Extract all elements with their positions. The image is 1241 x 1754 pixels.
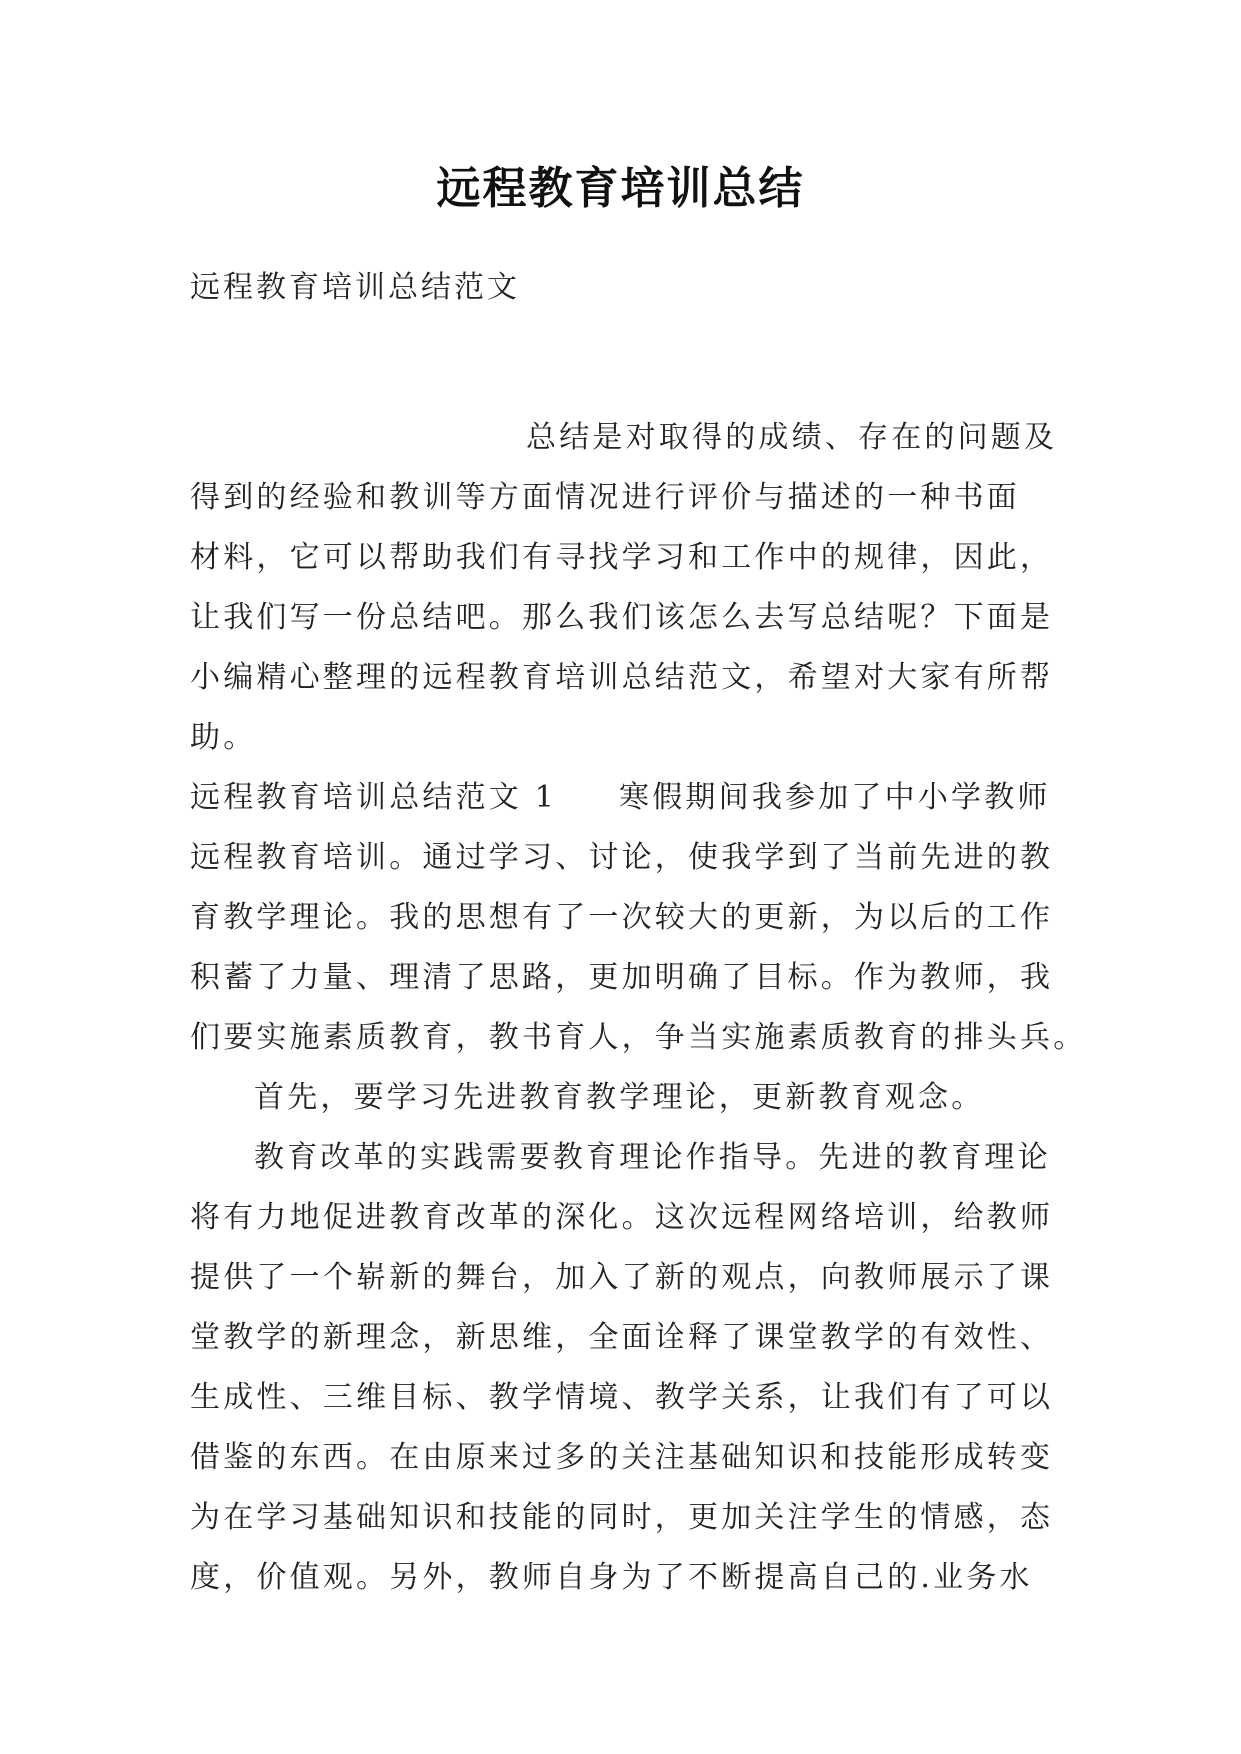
para2-line: 生成性、三维目标、教学情境、教学关系，让我们有了可以 bbox=[190, 1380, 1054, 1415]
para2-line: 借鉴的东西。在由原来过多的关注基础知识和技能形成转变 bbox=[190, 1440, 1054, 1475]
section1-heading: 远程教育培训总结范文 1 bbox=[190, 780, 558, 815]
point-first: 首先，要学习先进教育教学理论，更新教育观念。 bbox=[254, 1080, 985, 1115]
para2-line: 提供了一个崭新的舞台，加入了新的观点，向教师展示了课 bbox=[190, 1260, 1054, 1295]
intro-line: 材料，它可以帮助我们有寻找学习和工作中的规律，因此， bbox=[190, 540, 1054, 575]
section1-first-line-text: 寒假期间我参加了中小学教师 bbox=[619, 780, 1051, 815]
para2-line: 堂教学的新理念，新思维，全面诠释了课堂教学的有效性、 bbox=[190, 1320, 1054, 1355]
document-body bbox=[190, 408, 1087, 1608]
section1-line: 们要实施素质教育，教书育人，争当实施素质教育的排头兵。 bbox=[190, 1020, 1087, 1055]
section1-line: 育教学理论。我的思想有了一次较大的更新，为以后的工作 bbox=[190, 900, 1054, 935]
intro-line: 助。 bbox=[190, 720, 257, 755]
intro-line: 小编精心整理的远程教育培训总结范文，希望对大家有所帮 bbox=[190, 660, 1054, 695]
section1-first-line bbox=[190, 768, 1052, 828]
para2-line: 度，价值观。另外，教师自身为了不断提高自己的.业务水 bbox=[190, 1560, 1033, 1595]
section1-line: 远程教育培训。通过学习、讨论，使我学到了当前先进的教 bbox=[190, 840, 1054, 875]
intro-line: 让我们写一份总结吧。那么我们该怎么去写总结呢？下面是 bbox=[190, 600, 1054, 635]
document-subtitle: 远程教育培训总结范文 bbox=[190, 270, 520, 305]
document-title: 远程教育培训总结 bbox=[436, 163, 805, 214]
intro-line: 得到的经验和教训等方面情况进行评价与描述的一种书面 bbox=[190, 480, 1020, 515]
para2-first-line: 教育改革的实践需要教育理论作指导。先进的教育理论 bbox=[254, 1140, 1051, 1175]
para2-line: 将有力地促进教育改革的深化。这次远程网络培训，给教师 bbox=[190, 1200, 1054, 1235]
intro-line: 总结是对取得的成绩、存在的问题及 bbox=[526, 420, 1058, 455]
para2-line: 为在学习基础知识和技能的同时，更加关注学生的情感，态 bbox=[190, 1500, 1054, 1535]
section1-line: 积蓄了力量、理清了思路，更加明确了目标。作为教师，我 bbox=[190, 960, 1054, 995]
